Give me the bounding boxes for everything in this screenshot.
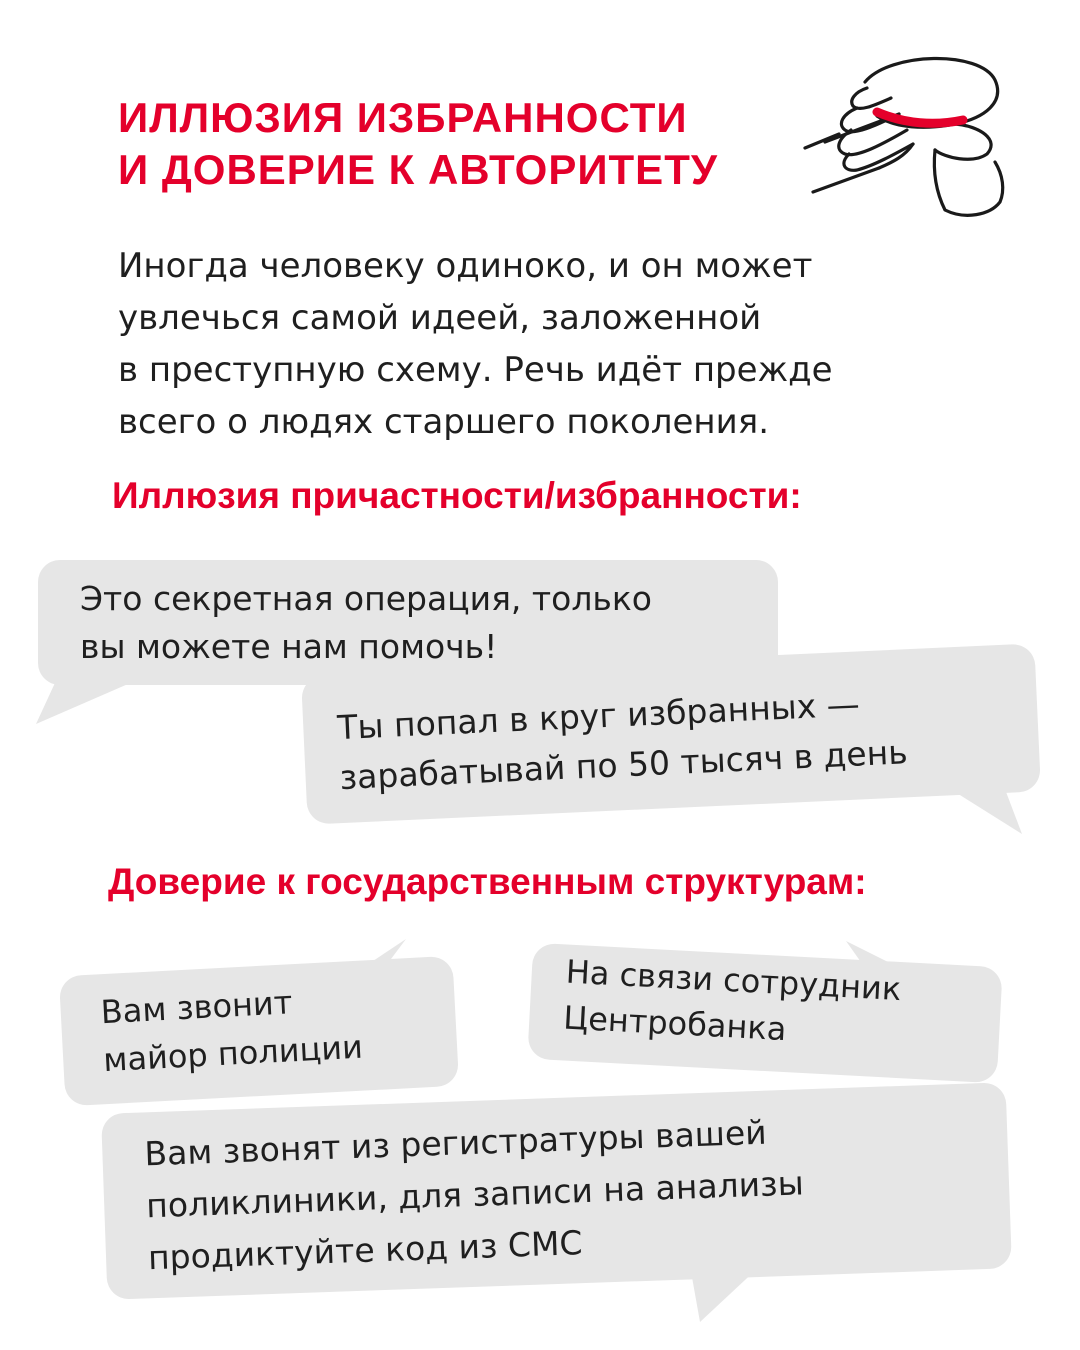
bubble-text: поликлиники, для записи на анализы xyxy=(145,1163,805,1226)
section-title-exclusivity: Иллюзия причастности/избранности: xyxy=(112,475,802,516)
bubble-text: Вам звонят из регистратуры вашей xyxy=(143,1112,768,1174)
bubble-text: Это секретная операция, только xyxy=(80,579,652,618)
intro-line: всего о людях старшего поколения. xyxy=(118,402,769,442)
bubble-text: Вам звонит xyxy=(99,983,294,1032)
section-title-authority: Доверие к государственным структурам: xyxy=(108,861,867,902)
bubble-text: продиктуйте код из СМС xyxy=(147,1223,584,1278)
saluting-hand-with-cap-icon xyxy=(795,50,1025,225)
intro-line: Иногда человеку одиноко, и он может xyxy=(118,246,813,286)
page-title xyxy=(118,92,718,196)
bubble-text: зарабатывай по 50 тысяч в день xyxy=(338,732,909,798)
intro-line: увлечься самой идеей, заложенной xyxy=(118,298,762,338)
bubble-text: майор полиции xyxy=(102,1027,364,1080)
speech-bubble xyxy=(59,956,459,1106)
title-line-2: И ДОВЕРИЕ К АВТОРИТЕТУ xyxy=(118,146,718,193)
title-line-1: ИЛЛЮЗИЯ ИЗБРАННОСТИ xyxy=(118,94,688,141)
speech-bubble xyxy=(101,1082,1012,1299)
bubble-text: Центробанка xyxy=(562,998,788,1049)
bubble-text: На связи сотрудник xyxy=(564,952,903,1009)
speech-bubble xyxy=(527,943,1002,1083)
intro-line: в преступную схему. Речь идёт прежде xyxy=(118,350,833,390)
intro-paragraph xyxy=(118,240,978,448)
bubble-text: вы можете нам помочь! xyxy=(80,627,498,666)
bubble-text: Ты попал в круг избранных — xyxy=(336,684,861,748)
